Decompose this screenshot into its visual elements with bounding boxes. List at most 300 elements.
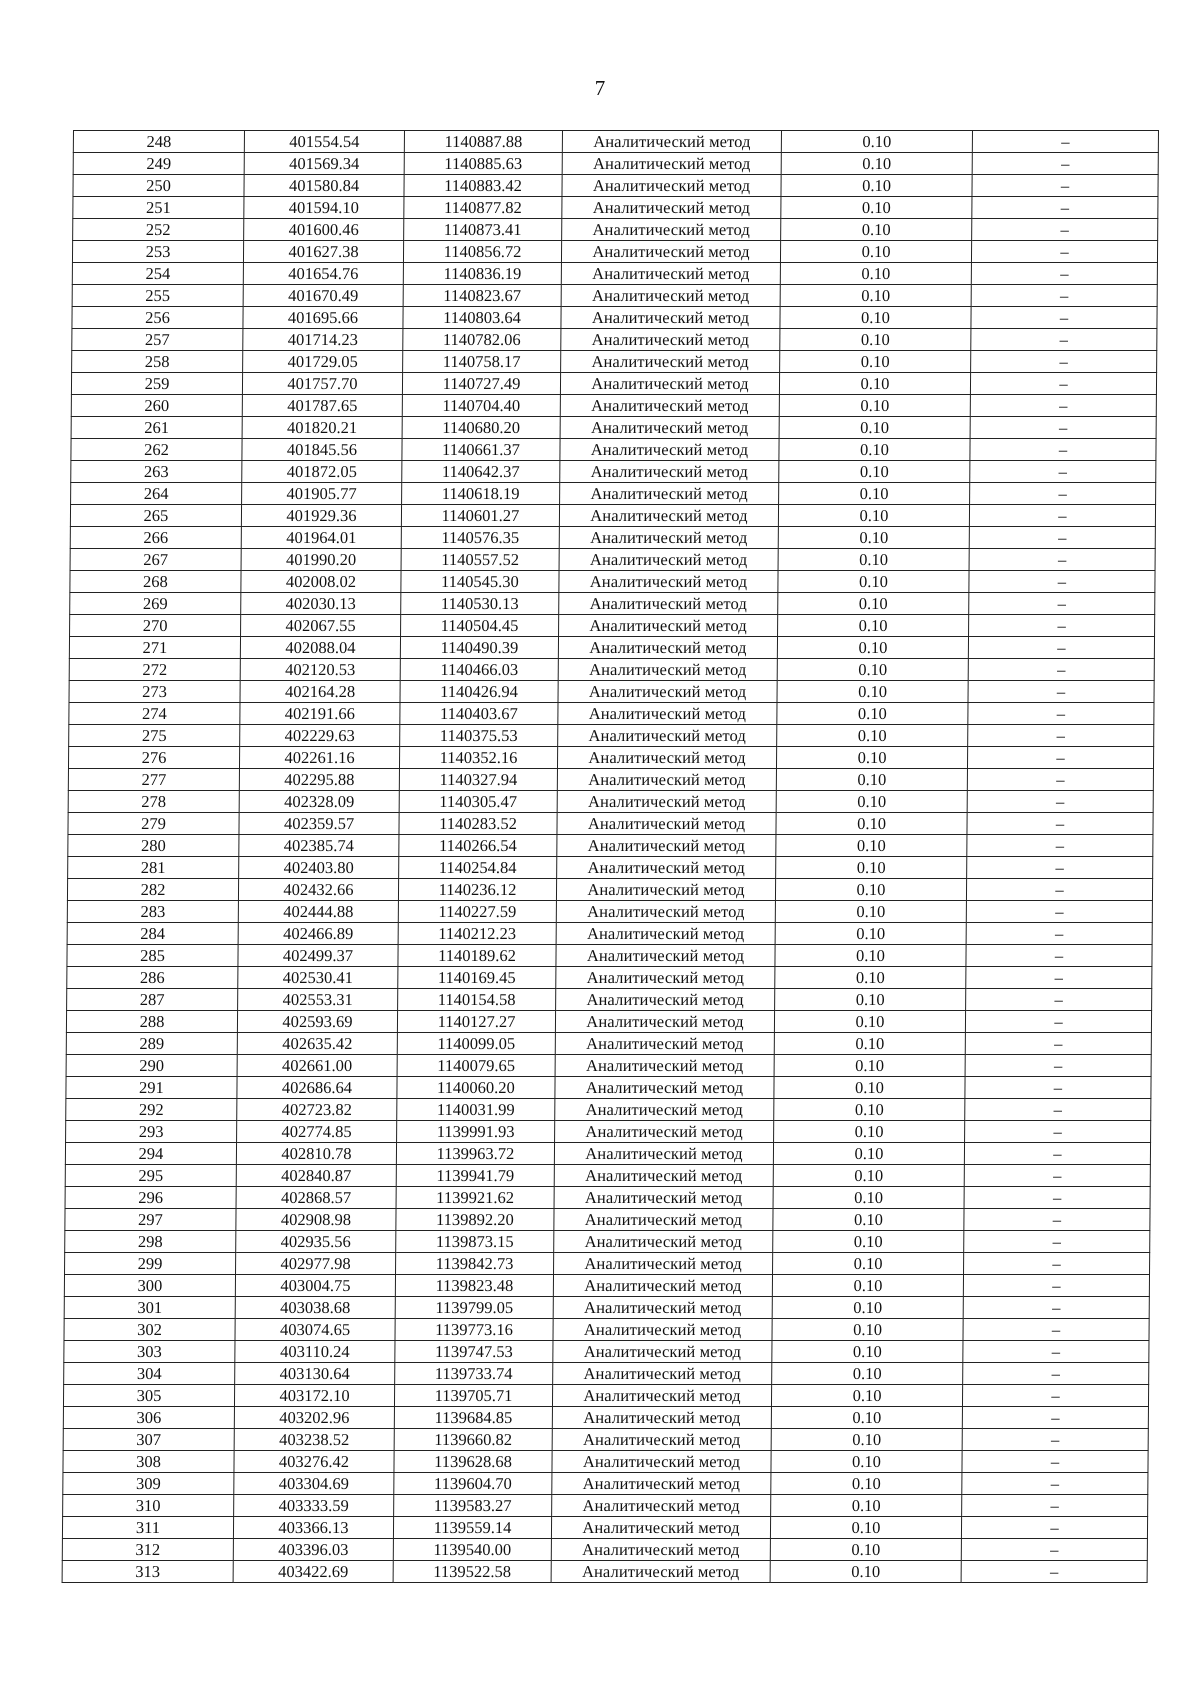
precision-cell: 0.10 bbox=[773, 1231, 964, 1253]
table-row bbox=[71, 417, 1156, 439]
method-cell: Аналитический метод bbox=[552, 1429, 771, 1451]
precision-cell: 0.10 bbox=[776, 791, 967, 813]
y-coordinate-cell: 1140803.64 bbox=[403, 307, 561, 329]
table-row bbox=[71, 461, 1156, 483]
precision-cell: 0.10 bbox=[778, 527, 969, 549]
precision-cell: 0.10 bbox=[778, 593, 969, 615]
y-coordinate-cell: 1139540.00 bbox=[393, 1539, 551, 1561]
x-coordinate-cell: 402635.42 bbox=[237, 1033, 397, 1055]
description-cell: – bbox=[968, 681, 1154, 703]
x-coordinate-cell: 403396.03 bbox=[233, 1539, 393, 1561]
description-cell: – bbox=[967, 769, 1153, 791]
x-coordinate-cell: 402030.13 bbox=[241, 593, 401, 615]
description-cell: – bbox=[970, 417, 1156, 439]
description-cell: – bbox=[969, 615, 1155, 637]
y-coordinate-cell: 1140236.12 bbox=[398, 879, 556, 901]
method-cell: Аналитический метод bbox=[554, 1209, 773, 1231]
description-cell: – bbox=[962, 1385, 1148, 1407]
point-number-cell: 252 bbox=[73, 219, 244, 241]
point-number-cell: 302 bbox=[64, 1319, 235, 1341]
method-cell: Аналитический метод bbox=[554, 1143, 773, 1165]
table-row bbox=[62, 1539, 1147, 1561]
x-coordinate-cell: 403004.75 bbox=[235, 1275, 395, 1297]
method-cell: Аналитический метод bbox=[552, 1495, 771, 1517]
table-row bbox=[72, 241, 1157, 263]
method-cell: Аналитический метод bbox=[557, 857, 776, 879]
point-number-cell: 251 bbox=[73, 197, 244, 219]
method-cell: Аналитический метод bbox=[558, 725, 777, 747]
method-cell: Аналитический метод bbox=[557, 835, 776, 857]
description-cell: – bbox=[966, 945, 1152, 967]
precision-cell: 0.10 bbox=[776, 835, 967, 857]
y-coordinate-cell: 1139583.27 bbox=[394, 1495, 552, 1517]
method-cell: Аналитический метод bbox=[551, 1517, 770, 1539]
description-cell: – bbox=[968, 659, 1154, 681]
y-coordinate-cell: 1140079.65 bbox=[397, 1055, 555, 1077]
precision-cell: 0.10 bbox=[772, 1319, 963, 1341]
description-cell: – bbox=[971, 351, 1157, 373]
description-cell: – bbox=[972, 197, 1158, 219]
x-coordinate-cell: 402229.63 bbox=[240, 725, 400, 747]
point-number-cell: 300 bbox=[64, 1275, 235, 1297]
precision-cell: 0.10 bbox=[780, 329, 971, 351]
x-coordinate-cell: 402295.88 bbox=[239, 769, 399, 791]
method-cell: Аналитический метод bbox=[561, 329, 780, 351]
table-row bbox=[65, 1253, 1150, 1275]
point-number-cell: 309 bbox=[63, 1473, 234, 1495]
table-row bbox=[72, 285, 1157, 307]
table-row bbox=[67, 945, 1152, 967]
y-coordinate-cell: 1139628.68 bbox=[394, 1451, 552, 1473]
method-cell: Аналитический метод bbox=[561, 263, 780, 285]
x-coordinate-cell: 402977.98 bbox=[236, 1253, 396, 1275]
point-number-cell: 248 bbox=[73, 131, 244, 153]
method-cell: Аналитический метод bbox=[559, 527, 778, 549]
description-cell: – bbox=[964, 1187, 1150, 1209]
description-cell: – bbox=[965, 1077, 1151, 1099]
description-cell: – bbox=[963, 1341, 1149, 1363]
precision-cell: 0.10 bbox=[777, 659, 968, 681]
description-cell: – bbox=[961, 1517, 1147, 1539]
description-cell: – bbox=[964, 1231, 1150, 1253]
x-coordinate-cell: 401845.56 bbox=[242, 439, 402, 461]
table-row bbox=[63, 1473, 1148, 1495]
x-coordinate-cell: 402008.02 bbox=[241, 571, 401, 593]
x-coordinate-cell: 401569.34 bbox=[244, 153, 404, 175]
method-cell: Аналитический метод bbox=[555, 1011, 774, 1033]
point-number-cell: 274 bbox=[69, 703, 240, 725]
x-coordinate-cell: 403238.52 bbox=[234, 1429, 394, 1451]
description-cell: – bbox=[965, 1121, 1151, 1143]
point-number-cell: 282 bbox=[67, 879, 238, 901]
table-row bbox=[64, 1341, 1149, 1363]
y-coordinate-cell: 1140680.20 bbox=[402, 417, 560, 439]
precision-cell: 0.10 bbox=[777, 637, 968, 659]
x-coordinate-cell: 401654.76 bbox=[243, 263, 403, 285]
table-row bbox=[73, 175, 1158, 197]
x-coordinate-cell: 402261.16 bbox=[239, 747, 399, 769]
x-coordinate-cell: 402553.31 bbox=[238, 989, 398, 1011]
y-coordinate-cell: 1140189.62 bbox=[398, 945, 556, 967]
table-row bbox=[72, 263, 1157, 285]
point-number-cell: 310 bbox=[63, 1495, 234, 1517]
y-coordinate-cell: 1139773.16 bbox=[395, 1319, 553, 1341]
x-coordinate-cell: 402840.87 bbox=[236, 1165, 396, 1187]
description-cell: – bbox=[970, 461, 1156, 483]
table-row bbox=[67, 879, 1152, 901]
description-cell: – bbox=[965, 1033, 1151, 1055]
description-cell: – bbox=[970, 395, 1156, 417]
point-number-cell: 291 bbox=[66, 1077, 237, 1099]
description-cell: – bbox=[962, 1451, 1148, 1473]
precision-cell: 0.10 bbox=[781, 197, 972, 219]
point-number-cell: 307 bbox=[63, 1429, 234, 1451]
x-coordinate-cell: 402530.41 bbox=[238, 967, 398, 989]
method-cell: Аналитический метод bbox=[554, 1253, 773, 1275]
y-coordinate-cell: 1140727.49 bbox=[402, 373, 560, 395]
precision-cell: 0.10 bbox=[778, 549, 969, 571]
table-row bbox=[67, 989, 1152, 1011]
description-cell: – bbox=[961, 1561, 1147, 1583]
y-coordinate-cell: 1140305.47 bbox=[399, 791, 557, 813]
method-cell: Аналитический метод bbox=[559, 505, 778, 527]
description-cell: – bbox=[963, 1275, 1149, 1297]
table-row bbox=[70, 571, 1155, 593]
precision-cell: 0.10 bbox=[771, 1473, 962, 1495]
x-coordinate-cell: 401670.49 bbox=[243, 285, 403, 307]
table-row bbox=[72, 307, 1157, 329]
x-coordinate-cell: 403276.42 bbox=[234, 1451, 394, 1473]
precision-cell: 0.10 bbox=[779, 395, 970, 417]
precision-cell: 0.10 bbox=[780, 263, 971, 285]
precision-cell: 0.10 bbox=[778, 615, 969, 637]
table-row bbox=[67, 923, 1152, 945]
x-coordinate-cell: 402868.57 bbox=[236, 1187, 396, 1209]
precision-cell: 0.10 bbox=[780, 307, 971, 329]
x-coordinate-cell: 402328.09 bbox=[239, 791, 399, 813]
method-cell: Аналитический метод bbox=[559, 549, 778, 571]
precision-cell: 0.10 bbox=[775, 901, 966, 923]
x-coordinate-cell: 401729.05 bbox=[243, 351, 403, 373]
table-row bbox=[63, 1495, 1148, 1517]
precision-cell: 0.10 bbox=[776, 813, 967, 835]
point-number-cell: 257 bbox=[72, 329, 243, 351]
precision-cell: 0.10 bbox=[772, 1363, 963, 1385]
x-coordinate-cell: 403038.68 bbox=[235, 1297, 395, 1319]
description-cell: – bbox=[970, 483, 1156, 505]
precision-cell: 0.10 bbox=[775, 945, 966, 967]
description-cell: – bbox=[966, 923, 1152, 945]
x-coordinate-cell: 402774.85 bbox=[237, 1121, 397, 1143]
method-cell: Аналитический метод bbox=[555, 1077, 774, 1099]
x-coordinate-cell: 402444.88 bbox=[238, 901, 398, 923]
point-number-cell: 286 bbox=[67, 967, 238, 989]
table-row bbox=[65, 1187, 1150, 1209]
x-coordinate-cell: 401964.01 bbox=[241, 527, 401, 549]
precision-cell: 0.10 bbox=[771, 1429, 962, 1451]
method-cell: Аналитический метод bbox=[559, 571, 778, 593]
precision-cell: 0.10 bbox=[775, 967, 966, 989]
y-coordinate-cell: 1139522.58 bbox=[393, 1561, 551, 1583]
method-cell: Аналитический метод bbox=[560, 373, 779, 395]
description-cell: – bbox=[971, 263, 1157, 285]
x-coordinate-cell: 402593.69 bbox=[237, 1011, 397, 1033]
x-coordinate-cell: 403333.59 bbox=[234, 1495, 394, 1517]
point-number-cell: 273 bbox=[69, 681, 240, 703]
description-cell: – bbox=[966, 967, 1152, 989]
precision-cell: 0.10 bbox=[780, 241, 971, 263]
y-coordinate-cell: 1139705.71 bbox=[394, 1385, 552, 1407]
point-number-cell: 292 bbox=[66, 1099, 237, 1121]
point-number-cell: 293 bbox=[66, 1121, 237, 1143]
description-cell: – bbox=[965, 1099, 1151, 1121]
point-number-cell: 287 bbox=[67, 989, 238, 1011]
description-cell: – bbox=[968, 703, 1154, 725]
precision-cell: 0.10 bbox=[775, 989, 966, 1011]
table-row bbox=[65, 1231, 1150, 1253]
description-cell: – bbox=[962, 1495, 1148, 1517]
method-cell: Аналитический метод bbox=[560, 417, 779, 439]
method-cell: Аналитический метод bbox=[556, 879, 775, 901]
table-row bbox=[69, 725, 1154, 747]
description-cell: – bbox=[972, 131, 1158, 153]
table-row bbox=[67, 901, 1152, 923]
x-coordinate-cell: 402067.55 bbox=[241, 615, 401, 637]
method-cell: Аналитический метод bbox=[555, 1099, 774, 1121]
method-cell: Аналитический метод bbox=[553, 1319, 772, 1341]
y-coordinate-cell: 1140327.94 bbox=[399, 769, 557, 791]
precision-cell: 0.10 bbox=[776, 769, 967, 791]
precision-cell: 0.10 bbox=[773, 1165, 964, 1187]
point-number-cell: 305 bbox=[63, 1385, 234, 1407]
x-coordinate-cell: 401929.36 bbox=[241, 505, 401, 527]
description-cell: – bbox=[967, 857, 1153, 879]
method-cell: Аналитический метод bbox=[562, 219, 781, 241]
method-cell: Аналитический метод bbox=[558, 681, 777, 703]
description-cell: – bbox=[966, 879, 1152, 901]
table-row bbox=[70, 505, 1155, 527]
description-cell: – bbox=[966, 901, 1152, 923]
precision-cell: 0.10 bbox=[779, 483, 970, 505]
point-number-cell: 260 bbox=[71, 395, 242, 417]
table-row bbox=[66, 1099, 1151, 1121]
method-cell: Аналитический метод bbox=[562, 131, 781, 153]
precision-cell: 0.10 bbox=[776, 857, 967, 879]
method-cell: Аналитический метод bbox=[558, 637, 777, 659]
y-coordinate-cell: 1139660.82 bbox=[394, 1429, 552, 1451]
point-number-cell: 313 bbox=[62, 1561, 233, 1583]
table-row bbox=[70, 527, 1155, 549]
y-coordinate-cell: 1139873.15 bbox=[396, 1231, 554, 1253]
x-coordinate-cell: 401600.46 bbox=[244, 219, 404, 241]
y-coordinate-cell: 1140254.84 bbox=[399, 857, 557, 879]
description-cell: – bbox=[969, 571, 1155, 593]
x-coordinate-cell: 402191.66 bbox=[240, 703, 400, 725]
y-coordinate-cell: 1139823.48 bbox=[395, 1275, 553, 1297]
point-number-cell: 278 bbox=[68, 791, 239, 813]
method-cell: Аналитический метод bbox=[554, 1231, 773, 1253]
description-cell: – bbox=[964, 1165, 1150, 1187]
description-cell: – bbox=[964, 1209, 1150, 1231]
x-coordinate-cell: 402686.64 bbox=[237, 1077, 397, 1099]
table-row bbox=[65, 1165, 1150, 1187]
description-cell: – bbox=[963, 1297, 1149, 1319]
point-number-cell: 265 bbox=[70, 505, 241, 527]
description-cell: – bbox=[968, 725, 1154, 747]
table-row bbox=[73, 197, 1158, 219]
description-cell: – bbox=[971, 307, 1157, 329]
x-coordinate-cell: 401757.70 bbox=[242, 373, 402, 395]
table-row bbox=[63, 1429, 1148, 1451]
x-coordinate-cell: 402385.74 bbox=[239, 835, 399, 857]
description-cell: – bbox=[966, 989, 1152, 1011]
y-coordinate-cell: 1140704.40 bbox=[402, 395, 560, 417]
method-cell: Аналитический метод bbox=[557, 769, 776, 791]
point-number-cell: 289 bbox=[66, 1033, 237, 1055]
precision-cell: 0.10 bbox=[778, 505, 969, 527]
point-number-cell: 276 bbox=[68, 747, 239, 769]
table-row bbox=[66, 1055, 1151, 1077]
x-coordinate-cell: 402432.66 bbox=[238, 879, 398, 901]
y-coordinate-cell: 1140873.41 bbox=[404, 219, 562, 241]
description-cell: – bbox=[964, 1253, 1150, 1275]
precision-cell: 0.10 bbox=[778, 571, 969, 593]
precision-cell: 0.10 bbox=[779, 373, 970, 395]
x-coordinate-cell: 401554.54 bbox=[244, 131, 404, 153]
method-cell: Аналитический метод bbox=[554, 1165, 773, 1187]
description-cell: – bbox=[969, 593, 1155, 615]
method-cell: Аналитический метод bbox=[556, 967, 775, 989]
precision-cell: 0.10 bbox=[774, 1011, 965, 1033]
point-number-cell: 267 bbox=[70, 549, 241, 571]
method-cell: Аналитический метод bbox=[562, 175, 781, 197]
table-row bbox=[71, 439, 1156, 461]
precision-cell: 0.10 bbox=[774, 1033, 965, 1055]
precision-cell: 0.10 bbox=[772, 1297, 963, 1319]
x-coordinate-cell: 403130.64 bbox=[235, 1363, 395, 1385]
point-number-cell: 258 bbox=[72, 351, 243, 373]
y-coordinate-cell: 1140601.27 bbox=[401, 505, 559, 527]
method-cell: Аналитический метод bbox=[561, 285, 780, 307]
x-coordinate-cell: 402908.98 bbox=[236, 1209, 396, 1231]
point-number-cell: 277 bbox=[68, 769, 239, 791]
precision-cell: 0.10 bbox=[773, 1253, 964, 1275]
point-number-cell: 294 bbox=[65, 1143, 236, 1165]
precision-cell: 0.10 bbox=[781, 131, 972, 153]
point-number-cell: 303 bbox=[64, 1341, 235, 1363]
method-cell: Аналитический метод bbox=[555, 1121, 774, 1143]
description-cell: – bbox=[965, 1011, 1151, 1033]
x-coordinate-cell: 401627.38 bbox=[243, 241, 403, 263]
table-row bbox=[63, 1451, 1148, 1473]
table-row bbox=[68, 835, 1153, 857]
point-number-cell: 271 bbox=[69, 637, 240, 659]
table-row bbox=[62, 1517, 1147, 1539]
method-cell: Аналитический метод bbox=[560, 395, 779, 417]
precision-cell: 0.10 bbox=[777, 703, 968, 725]
description-cell: – bbox=[969, 527, 1155, 549]
y-coordinate-cell: 1140823.67 bbox=[403, 285, 561, 307]
table-row bbox=[65, 1143, 1150, 1165]
y-coordinate-cell: 1140856.72 bbox=[403, 241, 561, 263]
point-number-cell: 266 bbox=[70, 527, 241, 549]
x-coordinate-cell: 403304.69 bbox=[234, 1473, 394, 1495]
y-coordinate-cell: 1139963.72 bbox=[396, 1143, 554, 1165]
y-coordinate-cell: 1140403.67 bbox=[400, 703, 558, 725]
point-number-cell: 255 bbox=[72, 285, 243, 307]
method-cell: Аналитический метод bbox=[556, 945, 775, 967]
point-number-cell: 269 bbox=[70, 593, 241, 615]
table-row bbox=[72, 329, 1157, 351]
y-coordinate-cell: 1140782.06 bbox=[403, 329, 561, 351]
point-number-cell: 261 bbox=[71, 417, 242, 439]
description-cell: – bbox=[972, 175, 1158, 197]
x-coordinate-cell: 402466.89 bbox=[238, 923, 398, 945]
description-cell: – bbox=[967, 813, 1153, 835]
description-cell: – bbox=[967, 747, 1153, 769]
table-row bbox=[66, 1077, 1151, 1099]
x-coordinate-cell: 403172.10 bbox=[234, 1385, 394, 1407]
method-cell: Аналитический метод bbox=[562, 197, 781, 219]
y-coordinate-cell: 1139921.62 bbox=[396, 1187, 554, 1209]
x-coordinate-cell: 401695.66 bbox=[243, 307, 403, 329]
method-cell: Аналитический метод bbox=[551, 1561, 770, 1583]
method-cell: Аналитический метод bbox=[557, 791, 776, 813]
y-coordinate-cell: 1140227.59 bbox=[398, 901, 556, 923]
y-coordinate-cell: 1140885.63 bbox=[404, 153, 562, 175]
precision-cell: 0.10 bbox=[770, 1517, 961, 1539]
precision-cell: 0.10 bbox=[773, 1187, 964, 1209]
method-cell: Аналитический метод bbox=[557, 813, 776, 835]
point-number-cell: 281 bbox=[68, 857, 239, 879]
x-coordinate-cell: 402935.56 bbox=[236, 1231, 396, 1253]
x-coordinate-cell: 402810.78 bbox=[236, 1143, 396, 1165]
precision-cell: 0.10 bbox=[771, 1451, 962, 1473]
table-row bbox=[68, 813, 1153, 835]
y-coordinate-cell: 1140099.05 bbox=[397, 1033, 555, 1055]
point-number-cell: 290 bbox=[66, 1055, 237, 1077]
precision-cell: 0.10 bbox=[773, 1143, 964, 1165]
precision-cell: 0.10 bbox=[774, 1077, 965, 1099]
y-coordinate-cell: 1140504.45 bbox=[401, 615, 559, 637]
table-row bbox=[66, 1121, 1151, 1143]
description-cell: – bbox=[963, 1363, 1149, 1385]
point-number-cell: 311 bbox=[62, 1517, 233, 1539]
description-cell: – bbox=[961, 1539, 1147, 1561]
point-number-cell: 264 bbox=[71, 483, 242, 505]
x-coordinate-cell: 402403.80 bbox=[239, 857, 399, 879]
y-coordinate-cell: 1140557.52 bbox=[401, 549, 559, 571]
table-row bbox=[64, 1363, 1149, 1385]
y-coordinate-cell: 1140154.58 bbox=[398, 989, 556, 1011]
method-cell: Аналитический метод bbox=[561, 307, 780, 329]
table-row bbox=[62, 1561, 1147, 1583]
x-coordinate-cell: 401872.05 bbox=[242, 461, 402, 483]
point-number-cell: 254 bbox=[72, 263, 243, 285]
point-number-cell: 312 bbox=[62, 1539, 233, 1561]
precision-cell: 0.10 bbox=[775, 879, 966, 901]
description-cell: – bbox=[970, 439, 1156, 461]
x-coordinate-cell: 401905.77 bbox=[242, 483, 402, 505]
description-cell: – bbox=[967, 835, 1153, 857]
x-coordinate-cell: 403202.96 bbox=[234, 1407, 394, 1429]
method-cell: Аналитический метод bbox=[551, 1539, 770, 1561]
precision-cell: 0.10 bbox=[772, 1275, 963, 1297]
table-row bbox=[71, 483, 1156, 505]
precision-cell: 0.10 bbox=[780, 285, 971, 307]
x-coordinate-cell: 402661.00 bbox=[237, 1055, 397, 1077]
method-cell: Аналитический метод bbox=[556, 923, 775, 945]
